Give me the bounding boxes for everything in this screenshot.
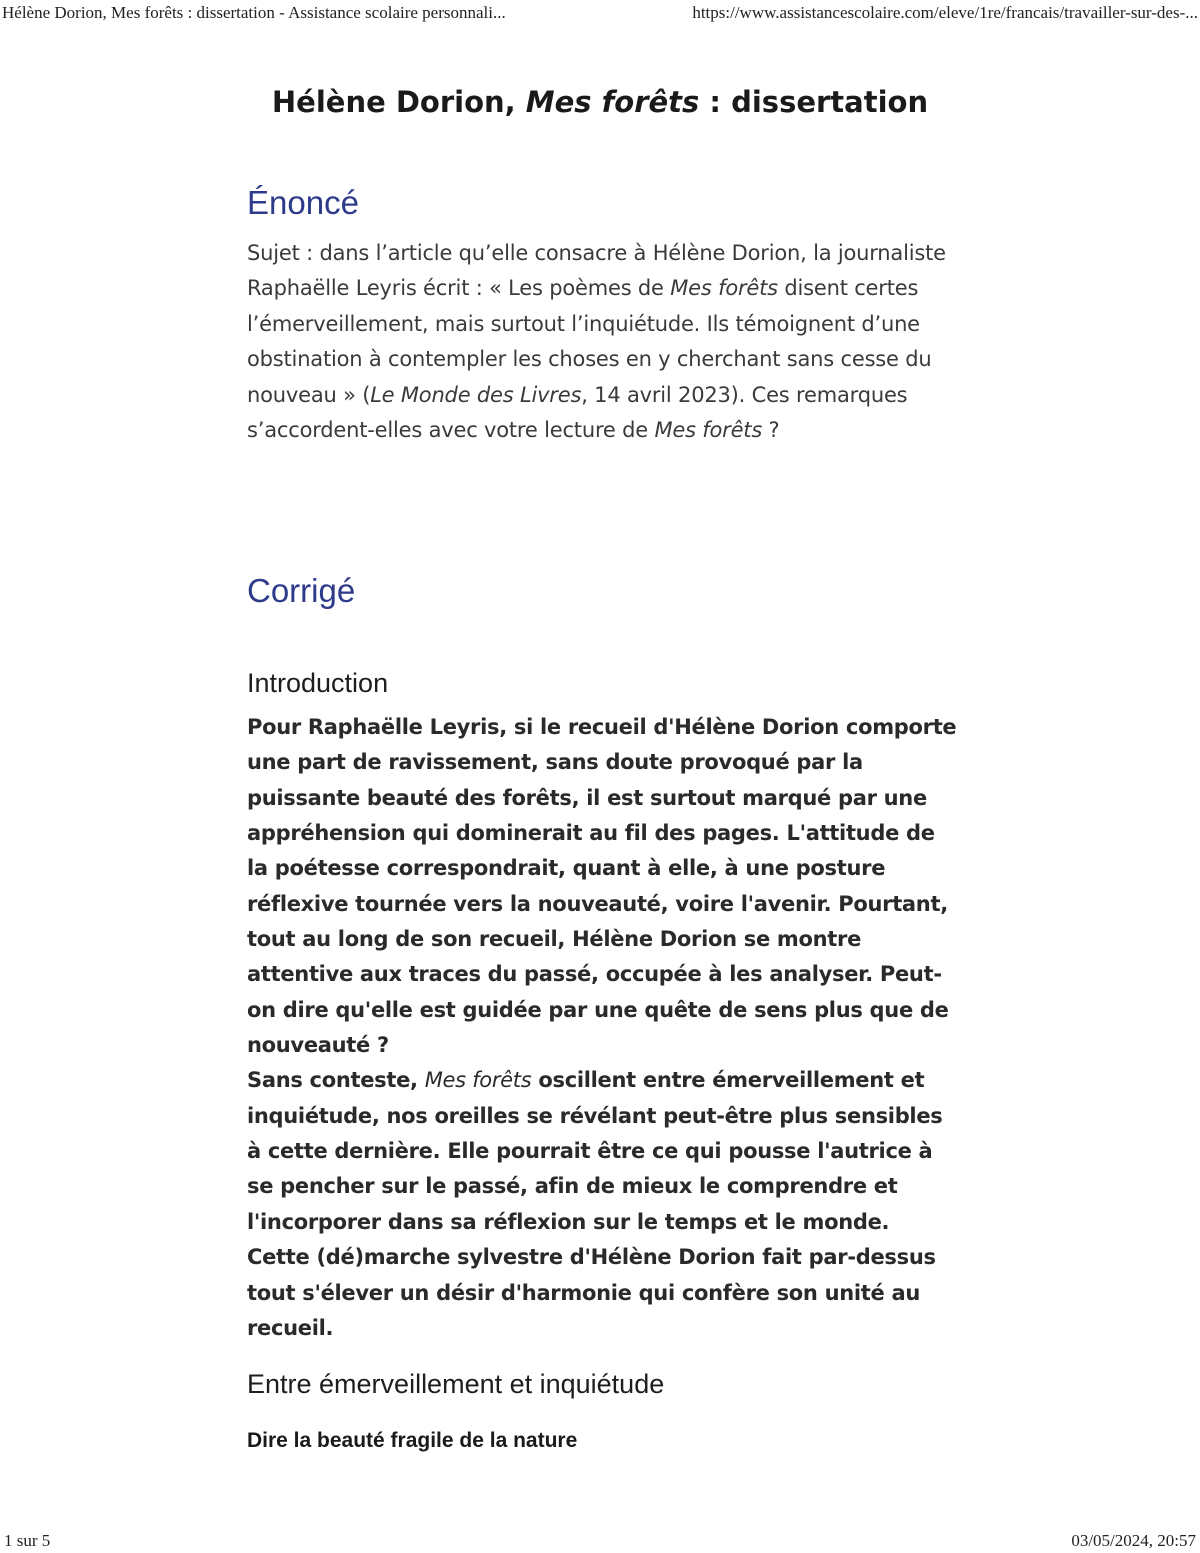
enonce-text-2: disent certes l’émerveillement, mais surtout l’inquiétude. Ils témoignent d’une obstination à contempler les choses en y cherchant sans cesse du nouveau » ( — [247, 276, 932, 407]
print-footer-page-number: 1 sur 5 — [4, 1531, 51, 1550]
page-title — [0, 82, 1200, 122]
introduction-part-2-work: Mes forêts — [424, 1068, 532, 1093]
enonce-work-2: Mes forêts — [654, 418, 763, 443]
print-header-url: https://www.assistancescolaire.com/eleve/1re/francais/travailler-sur-des-... — [692, 3, 1198, 22]
introduction-part-1: Pour Raphaëlle Leyris, si le recueil d'Hélène Dorion comporte une part de ravissement, sans doute provoqué par la puissante beauté des forêts, il est surtout marqué par une appréhension qui dominerait au fil des pages. L'attitude de la poétesse correspondrait, quant à elle, à une posture réflexive tournée vers la nouveauté, voire l'avenir. Pourtant, tout au long de son recueil, Hélène Dorion se montre attentive aux traces du passé, occupée à les analyser. Peut-on dire qu'elle est guidée par une quête de sens plus que de nouveauté ? — [247, 715, 957, 1058]
enonce-text-1: Sujet : dans l’article qu’elle consacre à Hélène Dorion, la journaliste Raphaëlle Leyris écrit : « Les poèmes de — [247, 241, 946, 301]
introduction-part-3: Cette (dé)marche sylvestre d'Hélène Dorion fait par-dessus tout s'élever un désir d'harmonie qui confère son unité au recueil. — [247, 1245, 936, 1340]
corrige-heading: Corrigé — [247, 572, 356, 609]
introduction-part-2-rest: oscillent entre émerveillement et inquiétude, nos oreilles se révélant peut-être plus sensibles à cette dernière. Elle pourrait être ce qui pousse l'autrice à se pencher sur le passé, afin de mieux le comprendre et l'incorporer dans sa réflexion sur le temps et le monde. — [247, 1068, 943, 1234]
print-header-page-title: Hélène Dorion, Mes forêts : dissertation - Assistance scolaire personnali... — [2, 3, 506, 22]
section-1-heading: Entre émerveillement et inquiétude — [247, 1369, 665, 1399]
introduction-heading: Introduction — [247, 668, 389, 698]
page-title-work: Mes forêts — [525, 85, 700, 119]
introduction-text — [247, 710, 957, 1346]
introduction-part-2 — [247, 1063, 957, 1240]
enonce-text — [247, 236, 957, 448]
enonce-text-3: , 14 avril 2023). Ces remarques s’accordent-elles avec votre lecture de — [247, 382, 908, 443]
enonce-source: Le Monde des Livres — [370, 382, 582, 407]
page-title-prefix: Hélène Dorion, — [271, 85, 526, 119]
print-footer — [0, 1530, 1200, 1552]
enonce-work-1: Mes forêts — [670, 276, 778, 301]
enonce-heading: Énoncé — [247, 184, 359, 221]
introduction-part-2-start: Sans conteste, — [247, 1068, 425, 1093]
page-title-suffix: : dissertation — [699, 85, 929, 119]
section-1-subheading: Dire la beauté fragile de la nature — [247, 1429, 578, 1452]
print-header — [0, 0, 1200, 26]
enonce-text-4: ? — [762, 418, 780, 443]
print-footer-datetime: 03/05/2024, 20:57 — [1071, 1531, 1196, 1550]
